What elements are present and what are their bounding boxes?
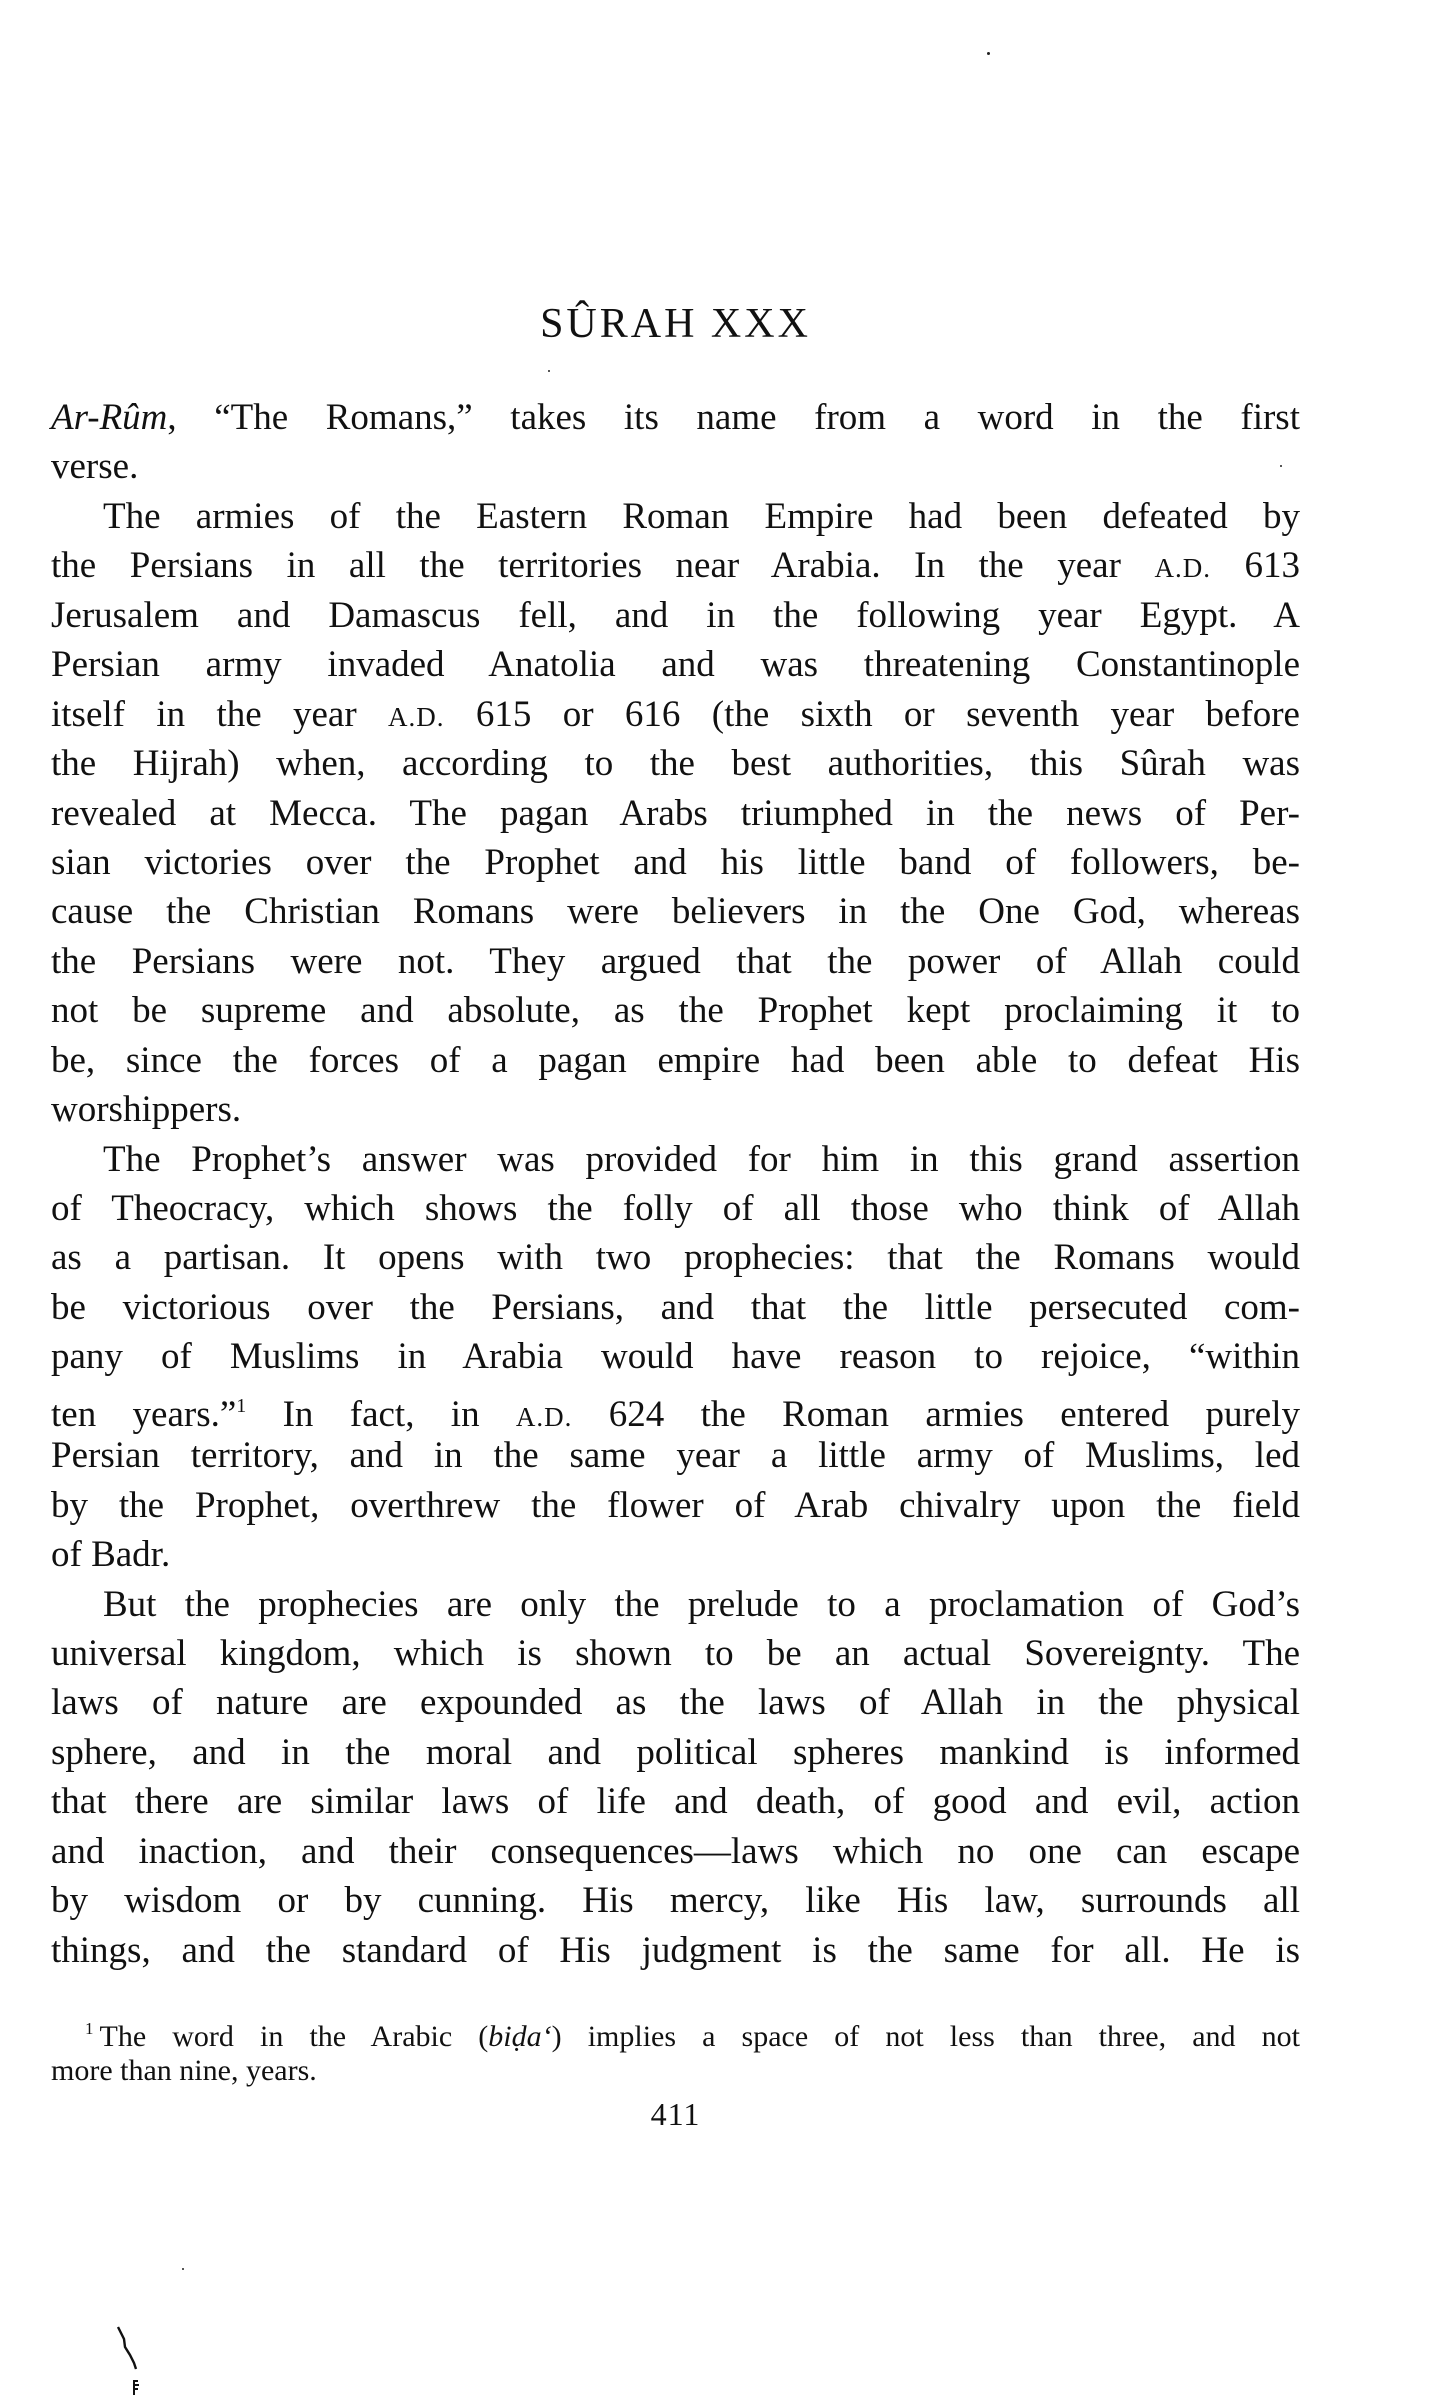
text-line [51, 1580, 1300, 1629]
text-line [51, 1629, 1300, 1678]
text-run: the Hijrah) when, according to the best authorities, this Sûrah was [51, 743, 1300, 785]
text-line [51, 1382, 1300, 1435]
scan-speck [987, 52, 990, 55]
text-line [51, 1728, 1300, 1777]
text-line [51, 442, 1300, 491]
text-line [51, 492, 1300, 541]
text-run: sian victories over the Prophet and his little band of followers, be- [51, 841, 1300, 883]
text-run: The word in the Arabic ( [99, 2020, 489, 2053]
text-run: laws of nature are expounded as the laws of Allah in the physical [51, 1682, 1300, 1724]
text-run: Persian territory, and in the same year a little army of Muslims, led [51, 1435, 1300, 1477]
text-line [51, 1085, 1300, 1134]
text-run: In fact, in [246, 1393, 516, 1435]
text-line [51, 937, 1300, 986]
scan-speck [1280, 465, 1282, 467]
text-line [51, 1036, 1300, 1085]
text-run: 615 or 616 (the sixth or seventh year before [444, 693, 1300, 735]
text-line [51, 1332, 1300, 1381]
text-run: ) implies a space of not less than three, and not [551, 2020, 1300, 2053]
scan-speck [182, 2268, 184, 2270]
text-run: pany of Muslims in Arabia would have reason to rejoice, “within [51, 1336, 1300, 1378]
text-line [51, 838, 1300, 887]
text-line [51, 541, 1300, 590]
text-run: revealed at Mecca. The pagan Arabs triumphed in the news of Per- [51, 792, 1300, 834]
scan-speck [548, 370, 550, 372]
text-line [51, 1135, 1300, 1184]
page-number: 411 [650, 2096, 701, 2132]
text-run: , “The Romans,” takes its name from a word in the first [167, 397, 1300, 438]
text-run: as a partisan. It opens with two prophecies: that the Romans would [51, 1237, 1300, 1279]
text-run: worshippers. [51, 1089, 242, 1131]
body-text [51, 393, 1300, 1975]
text-line [51, 1530, 1300, 1579]
text-line [51, 591, 1300, 640]
small-caps-text: A.D. [515, 1401, 573, 1432]
text-line [51, 393, 1300, 442]
text-run: verse. [51, 446, 139, 488]
text-run: sphere, and in the moral and political spheres mankind is informed [51, 1731, 1300, 1773]
text-run: 613 [1210, 545, 1301, 587]
text-run: universal kingdom, which is shown to be an actual Sovereignty. The [51, 1632, 1300, 1674]
text-run: the Persians in all the territories near Arabia. In the year [51, 545, 1155, 587]
text-run: But the prophecies are only the prelude to a proclamation of God’s [103, 1583, 1300, 1625]
text-run: by the Prophet, overthrew the flower of Arab chivalry upon the field [51, 1484, 1300, 1526]
text-line [51, 690, 1300, 739]
text-run: that there are similar laws of life and death, of good and evil, action [51, 1781, 1300, 1823]
text-line [51, 1777, 1300, 1826]
text-run: The armies of the Eastern Roman Empire had been defeated by [103, 495, 1300, 537]
text-run: things, and the standard of His judgment is the same for all. He is [51, 1929, 1300, 1971]
text-line [51, 1233, 1300, 1282]
text-line [51, 1431, 1300, 1480]
text-line [51, 739, 1300, 788]
text-line [51, 1678, 1300, 1727]
text-run: cause the Christian Romans were believers in the One God, whereas [51, 891, 1300, 933]
text-run: by wisdom or by cunning. His mercy, like His law, surrounds all [51, 1880, 1300, 1922]
text-run: be, since the forces of a pagan empire had been able to defeat His [51, 1039, 1300, 1081]
text-run: itself in the year [51, 693, 389, 735]
text-run: of Badr. [51, 1534, 171, 1576]
text-line [51, 1184, 1300, 1233]
text-line [51, 986, 1300, 1035]
text-line [51, 1926, 1300, 1975]
footnote [51, 2008, 1300, 2092]
text-run: the Persians were not. They argued that the power of Allah could [51, 940, 1300, 982]
text-run: not be supreme and absolute, as the Prophet kept proclaiming it to [51, 990, 1300, 1032]
text-run: be victorious over the Persians, and that the little persecuted com- [51, 1286, 1300, 1328]
text-run: 624 the Roman armies entered purely [572, 1393, 1300, 1435]
text-run: Persian army invaded Anatolia and was threatening Constantinople [51, 644, 1300, 686]
italic-text: biḍa‘ [488, 2020, 552, 2053]
text-line [51, 2050, 1300, 2092]
text-line [51, 887, 1300, 936]
text-line [51, 1827, 1300, 1876]
text-line [51, 640, 1300, 689]
text-run: more than nine, years. [51, 2054, 317, 2087]
text-run: Jerusalem and Damascus fell, and in the following year Egypt. A [51, 594, 1300, 636]
text-line [51, 1283, 1300, 1332]
small-caps-text: A.D. [1154, 553, 1211, 584]
small-caps-text: A.D. [388, 701, 445, 732]
scan-artifact-mark [116, 2325, 146, 2395]
surah-title: SÛRAH XXX [540, 301, 811, 347]
footnote-marker: 1 [85, 2019, 94, 2038]
text-line [51, 1876, 1300, 1925]
text-run: ten years.” [51, 1393, 237, 1435]
text-line [51, 1481, 1300, 1530]
footnote-reference: 1 [236, 1394, 247, 1417]
text-run: The Prophet’s answer was provided for him in this grand assertion [103, 1138, 1300, 1180]
italic-text: Ar-Rûm [51, 397, 168, 438]
text-run: of Theocracy, which shows the folly of all those who think of Allah [51, 1188, 1300, 1229]
text-line [51, 789, 1300, 838]
text-line [51, 2008, 1300, 2053]
text-run: and inaction, and their consequences—laws which no one can escape [51, 1830, 1300, 1872]
